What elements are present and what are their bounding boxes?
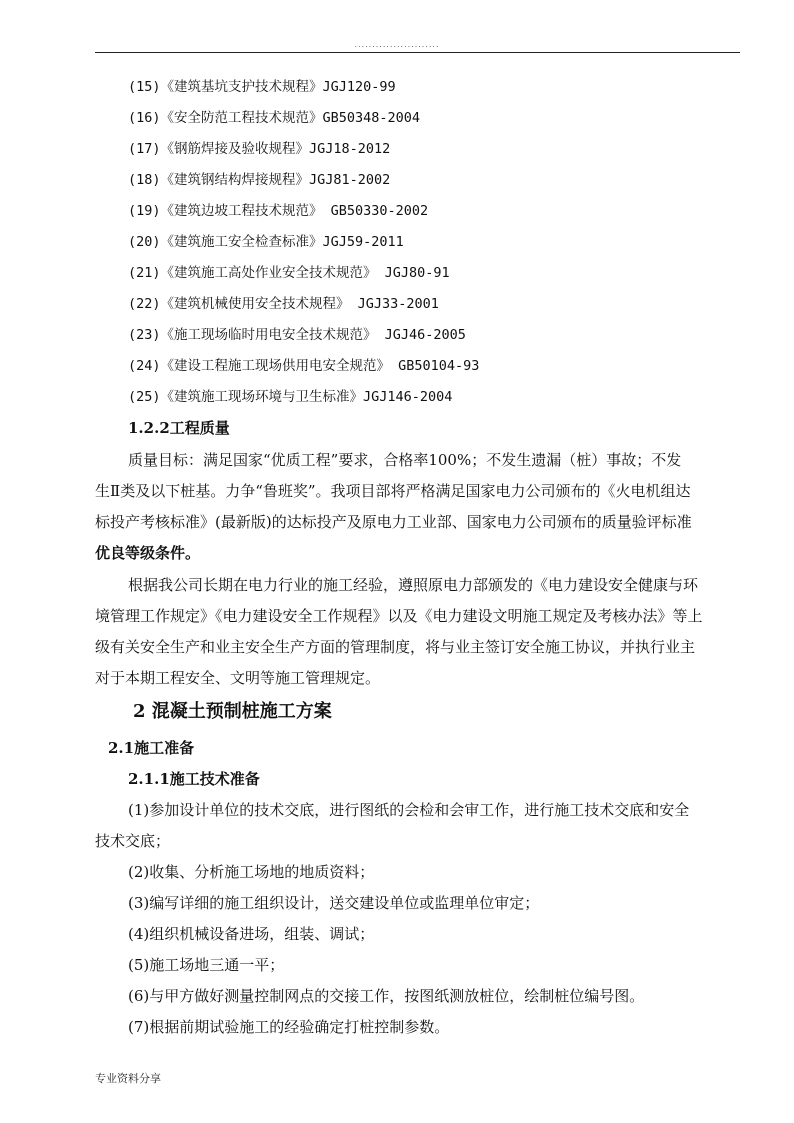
reference-item: (17)《钢筋焊接及验收规程》JGJ18-2012 bbox=[128, 141, 391, 157]
list-item: (5)施工场地三通一平； bbox=[128, 956, 285, 974]
list-item: (1)参加设计单位的技术交底，进行图纸的会检和会审工作，进行施工技术交底和安全 bbox=[128, 801, 690, 819]
reference-item: (25)《建筑施工现场环境与卫生标准》JGJ146-2004 bbox=[128, 389, 453, 405]
paragraph-line: 对于本期工程安全、文明等施工管理规定。 bbox=[95, 669, 381, 687]
reference-item: (15)《建筑基坑支护技术规程》JGJ120-99 bbox=[128, 79, 396, 95]
list-item: 技术交底； bbox=[95, 832, 171, 850]
reference-item: (22)《建筑机械使用安全技术规程》 JGJ33-2001 bbox=[128, 296, 439, 312]
page-footer: 专业资料分享 bbox=[95, 1072, 161, 1085]
list-item: (7)根据前期试验施工的经验确定打桩控制参数。 bbox=[128, 1018, 450, 1036]
section-heading-1-2-2: 1.2.2工程质量 bbox=[128, 419, 230, 437]
paragraph-line: 生Ⅱ类及以下桩基。力争“鲁班奖”。我项目部将严格满足国家电力公司颁布的《火电机组达 bbox=[95, 482, 691, 500]
paragraph-line: 级有关安全生产和业主安全生产方面的管理制度，将与业主签订安全施工协议，并执行业主 bbox=[95, 638, 696, 656]
reference-item: (23)《施工现场临时用电安全技术规范》 JGJ46-2005 bbox=[128, 327, 466, 343]
chapter-heading: 2 混凝土预制桩施工方案 bbox=[133, 701, 332, 722]
paragraph-line: 质量目标：满足国家“优质工程”要求，合格率100%；不发生遗漏（桩）事故；不发 bbox=[128, 451, 682, 469]
list-item: (6)与甲方做好测量控制网点的交接工作，按图纸测放桩位，绘制桩位编号图。 bbox=[128, 987, 645, 1005]
reference-item: (20)《建筑施工安全检查标准》JGJ59-2011 bbox=[128, 234, 404, 250]
page-header-dots: ........................ bbox=[354, 40, 440, 49]
list-item: (2)收集、分析施工场地的地质资料； bbox=[128, 863, 375, 881]
paragraph-line: 根据我公司长期在电力行业的施工经验，遵照原电力部颁发的《电力建设安全健康与环 bbox=[128, 576, 699, 594]
reference-item: (16)《安全防范工程技术规范》GB50348-2004 bbox=[128, 110, 421, 126]
paragraph-line: 优良等级条件。 bbox=[95, 544, 201, 562]
page-header-rule bbox=[95, 52, 740, 53]
reference-item: (18)《建筑钢结构焊接规程》JGJ81-2002 bbox=[128, 172, 391, 188]
reference-item: (24)《建设工程施工现场供用电安全规范》 GB50104-93 bbox=[128, 358, 480, 374]
section-heading-2-1: 2.1施工准备 bbox=[108, 739, 195, 757]
reference-item: (19)《建筑边坡工程技术规范》 GB50330-2002 bbox=[128, 203, 429, 219]
list-item: (3)编写详细的施工组织设计，送交建设单位或监理单位审定； bbox=[128, 894, 540, 912]
section-heading-2-1-1: 2.1.1施工技术准备 bbox=[128, 770, 260, 788]
paragraph-line: 标投产考核标准》(最新版)的达标投产及原电力工业部、国家电力公司颁布的质量验评标准 bbox=[95, 513, 692, 531]
reference-item: (21)《建筑施工高处作业安全技术规范》 JGJ80-91 bbox=[128, 265, 450, 281]
list-item: (4)组织机械设备进场，组装、调试； bbox=[128, 925, 375, 943]
paragraph-line: 境管理工作规定》《电力建设安全工作规程》以及《电力建设文明施工规定及考核办法》等上 bbox=[95, 607, 703, 625]
